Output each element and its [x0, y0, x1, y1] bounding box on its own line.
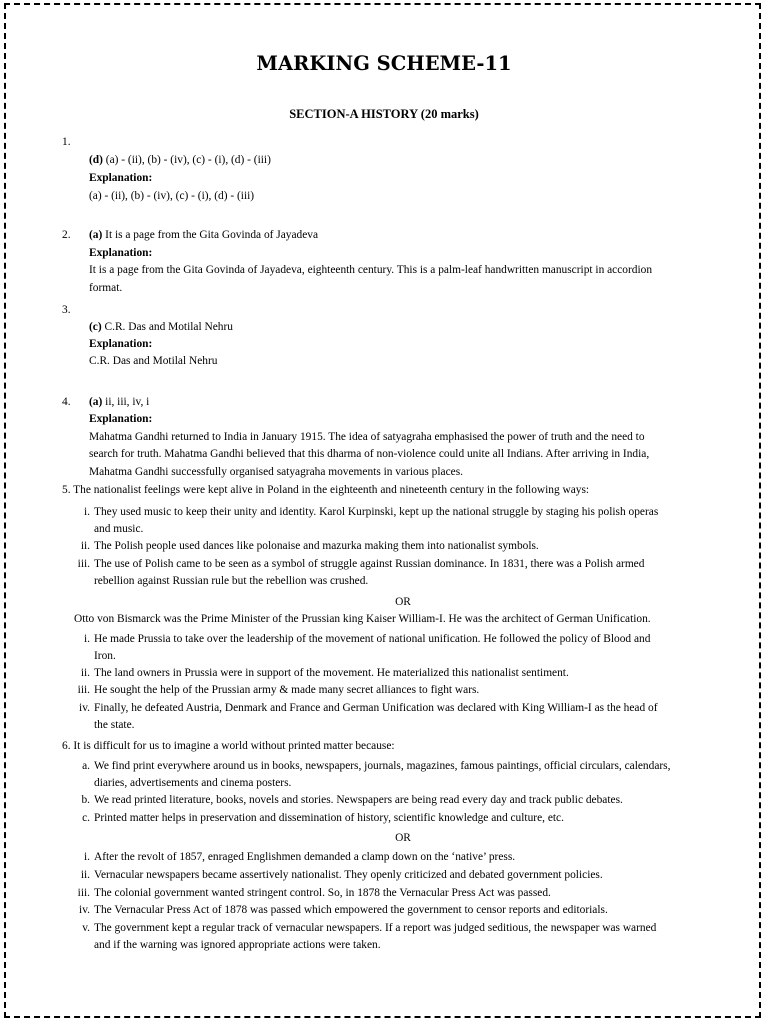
q5-alt-point-marker: iv.: [79, 702, 90, 714]
q6-alt-point-marker: v.: [82, 922, 90, 934]
q5-alt-point-marker: iii.: [77, 684, 90, 696]
q5-alt-point-line: The land owners in Prussia were in support of the movement. He materialized this nationalist sentiment.: [94, 667, 569, 679]
q6-point-line: Printed matter helps in preservation and dissemination of history, scientific knowledge and culture, etc.: [94, 812, 564, 824]
q5-alt-point-line: Finally, he defeated Austria, Denmark and France and German Unification was declared with King William-I as the head of: [94, 702, 658, 714]
q5-point-line: rebellion against Russian rule but the rebellion was crushed.: [94, 575, 369, 587]
q4-answer: [89, 394, 149, 412]
q1-answer: [89, 152, 271, 170]
q5-point-line: and music.: [94, 523, 144, 535]
q5-point-marker: ii.: [80, 540, 90, 552]
q2-explanation-line: format.: [89, 282, 123, 294]
q3-explanation-label: Explanation:: [89, 338, 153, 350]
q5-point-marker: iii.: [77, 558, 90, 570]
q4-explanation-line: Mahatma Gandhi successfully organised satyagraha movements in various places.: [89, 466, 463, 478]
q1-answer-key: (d): [89, 154, 103, 166]
q6-alt-point-marker: iii.: [77, 887, 90, 899]
q1-explanation: (a) - (ii), (b) - (iv), (c) - (i), (d) - (iii): [89, 190, 255, 202]
q5-point-line: They used music to keep their unity and identity. Karol Kurpinski, kept up the national struggle by staging his polish operas: [94, 506, 659, 518]
q6-alt-point-line: After the revolt of 1857, enraged Englishmen demanded a clamp down on the ‘native’ press.: [94, 851, 516, 863]
q6-point-line: diaries, advertisements and cinema posters.: [94, 777, 292, 789]
q5-alt-point-line: He sought the help of the Prussian army & made many secret alliances to fight wars.: [94, 684, 480, 696]
q5-alt-point-line: the state.: [94, 719, 135, 731]
or-divider: OR: [395, 832, 411, 844]
q3-number: 3.: [62, 304, 71, 316]
q2-explanation-line: It is a page from the Gita Govinda of Jayadeva, eighteenth century. This is a palm-leaf handwritten manuscript in accordion: [89, 264, 653, 276]
q5-alt-point-marker: i.: [83, 633, 90, 645]
section-title: SECTION-A HISTORY (20 marks): [289, 107, 479, 121]
q4-number: 4.: [62, 396, 71, 408]
q6-alt-point-line: and if the warning was ignored appropriate actions were taken.: [94, 939, 381, 951]
q6-alt-point-line: Vernacular newspapers became assertively nationalist. They openly criticized and debated government policies.: [94, 869, 603, 881]
q4-answer-key: (a): [89, 396, 103, 408]
q1-answer-text: (a) - (ii), (b) - (iv), (c) - (i), (d) - (iii): [105, 154, 271, 166]
q5-point-marker: i.: [83, 506, 90, 518]
q3-answer: [89, 319, 233, 337]
q6-point-marker: c.: [82, 812, 90, 824]
q5-point-line: The Polish people used dances like polonaise and mazurka making them into nationalist symbols.: [94, 540, 539, 552]
q6-point-marker: b.: [81, 794, 90, 806]
q6-point-line: We find print everywhere around us in books, newspapers, journals, magazines, famous paintings, official circulars, calendars,: [94, 760, 671, 772]
q3-explanation: C.R. Das and Motilal Nehru: [89, 355, 218, 367]
q2-explanation-label: Explanation:: [89, 247, 153, 259]
q6-alt-point-marker: ii.: [80, 869, 90, 881]
q4-answer-text: ii, iii, iv, i: [105, 396, 150, 408]
q1-explanation-label: Explanation:: [89, 172, 153, 184]
q4-explanation-label: Explanation:: [89, 413, 153, 425]
q6-alt-point-line: The government kept a regular track of vernacular newspapers. If a report was judged seditious, the newspaper was warned: [94, 922, 657, 934]
q6-alt-point-marker: iv.: [79, 904, 90, 916]
q5-intro: 5. The nationalist feelings were kept alive in Poland in the eighteenth and nineteenth century in the following ways:: [62, 484, 590, 496]
q6-alt-point-line: The Vernacular Press Act of 1878 was passed which empowered the government to censor reports and editorials.: [94, 904, 608, 916]
q5-alt-point-line: He made Prussia to take over the leadership of the movement of national unification. He followed the policy of Blood and: [94, 633, 651, 645]
q2-number: 2.: [62, 229, 71, 241]
q1-number: 1.: [62, 136, 71, 148]
q2-answer: [89, 227, 318, 245]
q6-point-line: We read printed literature, books, novels and stories. Newspapers are being read every day and track public debates.: [94, 794, 623, 806]
q3-answer-key: (c): [89, 321, 102, 333]
q6-alt-point-marker: i.: [83, 851, 90, 863]
q2-answer-text: It is a page from the Gita Govinda of Jayadeva: [105, 229, 319, 241]
q3-answer-text: C.R. Das and Motilal Nehru: [104, 321, 233, 333]
q4-explanation-line: Mahatma Gandhi returned to India in January 1915. The idea of satyagraha emphasised the power of truth and the need to: [89, 431, 645, 443]
q6-alt-point-line: The colonial government wanted stringent control. So, in 1878 the Vernacular Press Act was passed.: [94, 887, 551, 899]
q2-answer-key: (a): [89, 229, 103, 241]
q5-point-line: The use of Polish came to be seen as a symbol of struggle against Russian dominance. In 1831, there was a Polish armed: [94, 558, 645, 570]
page-title: MARKING SCHEME-11: [256, 52, 512, 75]
q5-alt-intro: Otto von Bismarck was the Prime Minister of the Prussian king Kaiser William-I. He was the architect of German Unification.: [74, 613, 651, 625]
q6-intro: 6. It is difficult for us to imagine a world without printed matter because:: [62, 740, 395, 752]
q5-alt-point-marker: ii.: [80, 667, 90, 679]
q5-alt-point-line: Iron.: [94, 650, 116, 662]
or-divider: OR: [395, 596, 411, 608]
q6-point-marker: a.: [82, 760, 90, 772]
q4-explanation-line: search for truth. Mahatma Gandhi believed that this dharma of non-violence could unite all Indians. After arriving in India,: [89, 448, 650, 460]
